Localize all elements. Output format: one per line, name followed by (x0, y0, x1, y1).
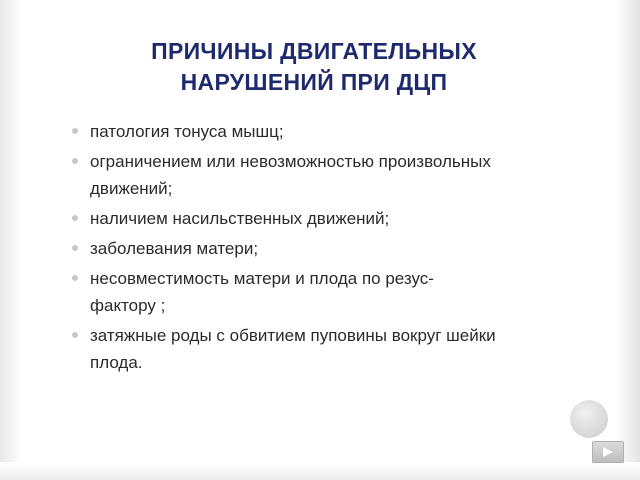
bullet-text-line-1: ограничением или невозможностью произвольных (90, 152, 491, 171)
bullet-item (72, 148, 572, 202)
bullet-dot-icon (72, 128, 78, 134)
slide-bottom-edge (0, 462, 640, 480)
slide-left-edge (0, 0, 22, 480)
bullet-dot-icon (72, 275, 78, 281)
bullet-item (72, 118, 572, 145)
slide-title-line-1: ПРИЧИНЫ ДВИГАТЕЛЬНЫХ (151, 38, 477, 64)
bullet-text-line-2: фактору ; (90, 296, 166, 315)
slide-title (40, 36, 588, 98)
bullet-item (72, 205, 572, 232)
bullet-dot-icon (72, 158, 78, 164)
bullet-item (72, 322, 572, 376)
bullet-text-line-1: наличием насильственных движений; (90, 209, 390, 228)
bullet-dot-icon (72, 332, 78, 338)
bullet-item (72, 235, 572, 262)
decorative-circle (570, 400, 608, 438)
bullet-dot-icon (72, 215, 78, 221)
bullet-dot-icon (72, 245, 78, 251)
bullet-text-line-2: движений; (90, 179, 173, 198)
bullet-text-line-2: плода. (90, 353, 143, 372)
slide-right-edge (614, 0, 640, 480)
bullet-item (72, 265, 572, 319)
bullet-text-line-1: заболевания матери; (90, 239, 259, 258)
next-slide-button[interactable] (592, 441, 624, 463)
slide-title-line-2: НАРУШЕНИЙ ПРИ ДЦП (180, 69, 448, 95)
bullet-list (72, 118, 572, 379)
bullet-text-line-1: несовместимость матери и плода по резус- (90, 269, 434, 288)
bullet-text-line-1: патология тонуса мышц; (90, 122, 284, 141)
bullet-text-line-1: затяжные роды с обвитием пуповины вокруг шейки (90, 326, 496, 345)
play-arrow-icon (602, 446, 614, 458)
